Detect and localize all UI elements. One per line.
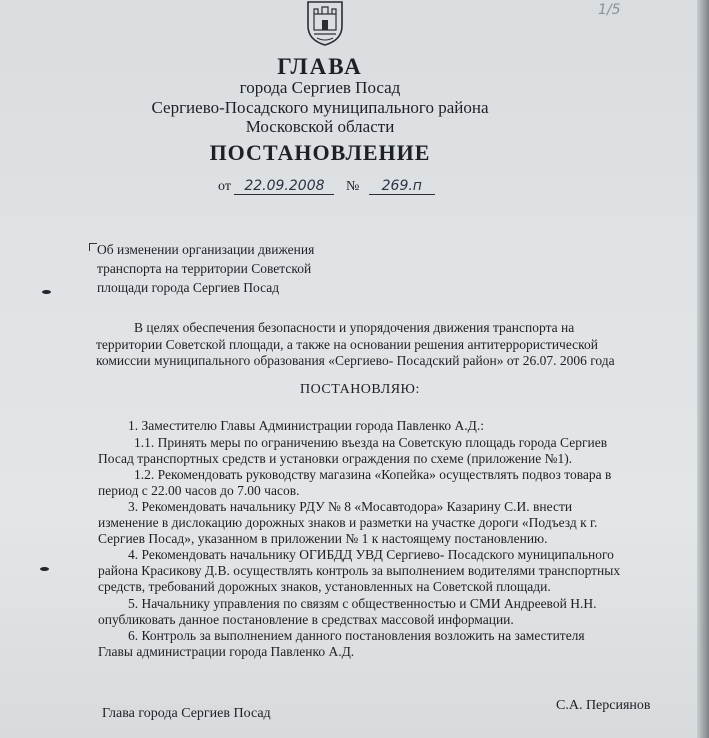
punch-hole-mark [40,567,49,571]
signatory-name: С.А. Персиянов [556,698,651,713]
number-label: № [345,179,360,194]
document-type-title: ПОСТАНОВЛЕНИЕ [209,140,431,165]
issuer-city: города Сергиев Посад [239,78,401,97]
preamble-line: В целях обеспечения безопасности и упорядочения движения транспорта на [134,320,575,335]
resolve-heading: ПОСТАНОВЛЯЮ: [300,382,420,397]
item-5-cont: опубликовать данное постановление в средствах массовой информации. [98,612,514,627]
preamble-line: комиссии муниципального образования «Сергиево- Посадский район» от 26.07. 2006 года [96,353,615,368]
item-4-cont: средств, требований дорожных знаков, установленных на Советской площади. [98,579,551,594]
date-number-line [218,178,435,195]
subject-block: Об изменении организации движения транспорта на территории Советской площади города Сергиев Посад [97,242,315,295]
date-label: от [218,179,231,194]
item-1-2: 1.2. Рекомендовать руководству магазина «Копейка» осуществлять подвоз товара в [134,467,612,482]
coat-of-arms-icon [300,0,350,46]
issuer-region: Московской области [245,117,395,136]
item-6: 6. Контроль за выполнением данного постановления возложить на заместителя [128,628,585,643]
item-1-2-cont: период с 22.00 часов до 7.00 часов. [98,483,300,498]
subject-bracket [89,243,97,251]
handwritten-page-mark: 1/5 [598,2,621,18]
item-3-cont: Сергиев Посад», указанном в приложении № 1 к настоящему постановлению. [98,531,548,546]
item-6-cont: Главы администрации города Павленко А.Д. [98,644,355,659]
item-1-1: 1.1. Принять меры по ограничению въезда на Советскую площадь города Сергиев [134,435,608,450]
issuer-district: Сергиево-Посадского муниципального района [151,98,489,117]
item-4-cont: района Красикову Д.В. осуществлять контроль за выполнением водителями транспортных [98,563,621,578]
item-3: 3. Рекомендовать начальнику РДУ № 8 «Мосавтодора» Казарину С.И. внести [128,499,573,514]
item-5: 5. Начальнику управления по связям с общественностью и СМИ Андреевой Н.Н. [128,596,597,611]
item-3-cont: изменение в дислокацию дорожных знаков и разметки на участке дороги «Подъезд к г. [98,515,598,530]
preamble-line: территории Советской площади, а также на основании решения антитеррористической [96,337,598,352]
item-1: 1. Заместителю Главы Администрации города Павленко А.Д.: [128,418,484,433]
punch-hole-mark [42,290,51,294]
issuer-title: ГЛАВА [277,54,363,79]
paper-edge [697,0,709,738]
signatory-position: Глава города Сергиев Посад [102,706,271,721]
item-1-1-cont: Посад транспортных средств и установки ограждения по схеме (приложение №1). [98,451,573,466]
handwritten-date: 22.09.2008 [234,178,334,195]
item-4: 4. Рекомендовать начальнику ОГИБДД УВД Сергиево- Посадского муниципального [128,547,614,562]
handwritten-number: 269.п [369,178,435,195]
